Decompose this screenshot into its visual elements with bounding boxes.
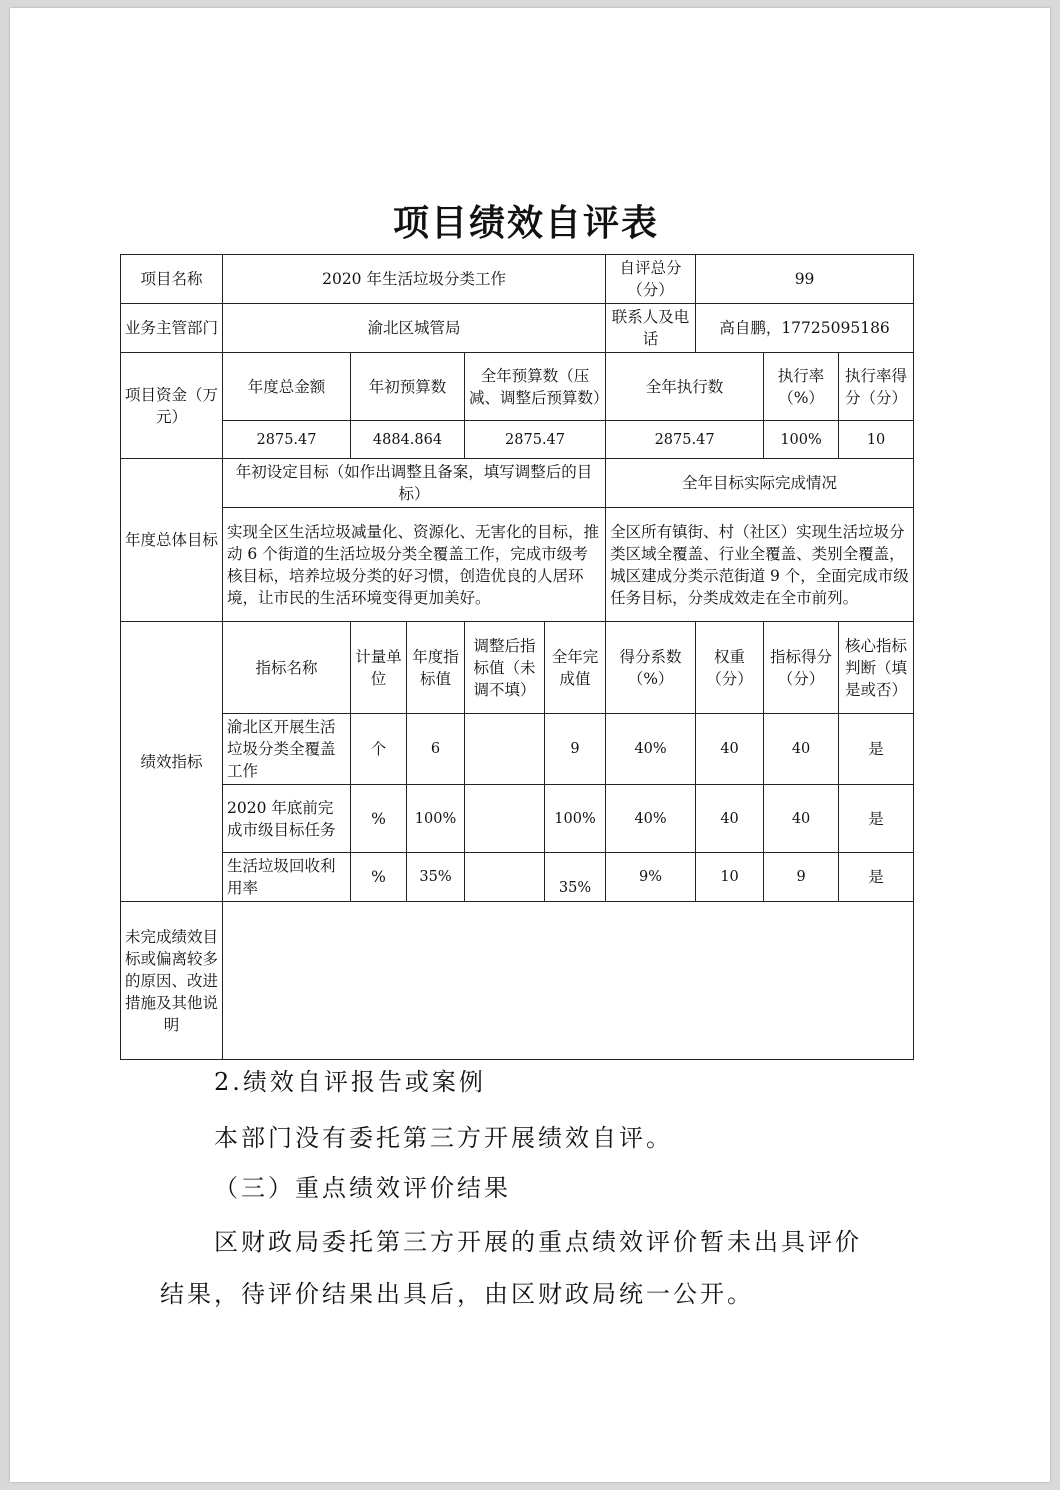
- paragraph-key-results-line1: 区财政局委托第三方开展的重点绩效评价暂未出具评价: [214, 1228, 862, 1256]
- perf-weight: 10: [696, 853, 764, 902]
- section-heading-key-results: （三）重点绩效评价结果: [214, 1174, 511, 1202]
- goal-initial-header: 年初设定目标（如作出调整且备案，填写调整后的目标）: [223, 459, 606, 508]
- funds-header-full-budget: 全年预算数（压减、调整后预算数）: [465, 353, 606, 421]
- perf-unit: 个: [351, 714, 407, 785]
- perf-header-unit: 计量单位: [351, 622, 407, 714]
- goal-actual-text: 全区所有镇街、村（社区）实现生活垃圾分类区域全覆盖、行业全覆盖、类别全覆盖，城区建成分类示范街道 9 个，全面完成市级任务目标，分类成效走在全市前列。: [606, 508, 914, 622]
- funds-full-budget: 2875.47: [465, 421, 606, 459]
- contact: 高自鹏，17725095186: [696, 304, 914, 353]
- performance-label: 绩效指标: [121, 622, 223, 902]
- funds-label: 项目资金（万元）: [121, 353, 223, 459]
- remarks-label: 未完成绩效目标或偏离较多的原因、改进措施及其他说明: [121, 902, 223, 1060]
- contact-label: 联系人及电话: [606, 304, 696, 353]
- perf-coef: 9%: [606, 853, 696, 902]
- annual-goal-label: 年度总体目标: [121, 459, 223, 622]
- funds-execution: 2875.47: [606, 421, 764, 459]
- funds-exec-rate-score: 10: [839, 421, 914, 459]
- perf-header-weight: 权重（分）: [696, 622, 764, 714]
- perf-coef: 40%: [606, 714, 696, 785]
- department: 渝北区城管局: [223, 304, 606, 353]
- funds-header-initial-budget: 年初预算数: [351, 353, 465, 421]
- perf-score: 9: [764, 853, 839, 902]
- total-score-label: 自评总分（分）: [606, 255, 696, 304]
- funds-annual-total: 2875.47: [223, 421, 351, 459]
- perf-header-coef: 得分系数（%）: [606, 622, 696, 714]
- perf-header-adjusted: 调整后指标值（未调不填）: [465, 622, 545, 714]
- project-name: 2020 年生活垃圾分类工作: [223, 255, 606, 304]
- perf-weight: 40: [696, 785, 764, 853]
- perf-completed: 100%: [545, 785, 606, 853]
- perf-adjusted: [465, 853, 545, 902]
- perf-annual: 6: [407, 714, 465, 785]
- funds-header-exec-rate: 执行率（%）: [764, 353, 839, 421]
- funds-initial-budget: 4884.864: [351, 421, 465, 459]
- perf-header-annual: 年度指标值: [407, 622, 465, 714]
- total-score: 99: [696, 255, 914, 304]
- table-row: [121, 785, 914, 853]
- perf-core: 是: [839, 853, 914, 902]
- perf-score: 40: [764, 785, 839, 853]
- funds-header-annual-total: 年度总金额: [223, 353, 351, 421]
- perf-annual: 100%: [407, 785, 465, 853]
- paragraph-key-results-line2: 结果，待评价结果出具后，由区财政局统一公开。: [160, 1280, 754, 1308]
- funds-header-execution: 全年执行数: [606, 353, 764, 421]
- table-row: [121, 714, 914, 785]
- section-heading-report: 2.绩效自评报告或案例: [214, 1068, 486, 1096]
- perf-core: 是: [839, 714, 914, 785]
- table-row: [121, 853, 914, 902]
- self-evaluation-table: [120, 254, 914, 1060]
- perf-header-core: 核心指标判断（填是或否）: [839, 622, 914, 714]
- perf-score: 40: [764, 714, 839, 785]
- perf-annual: 35%: [407, 853, 465, 902]
- perf-header-completed: 全年完成值: [545, 622, 606, 714]
- perf-adjusted: [465, 785, 545, 853]
- funds-header-exec-rate-score: 执行率得分（分）: [839, 353, 914, 421]
- perf-coef: 40%: [606, 785, 696, 853]
- perf-completed: 9: [545, 714, 606, 785]
- perf-adjusted: [465, 714, 545, 785]
- perf-name: 生活垃圾回收利用率: [223, 853, 351, 902]
- perf-weight: 40: [696, 714, 764, 785]
- page-title: 项目绩效自评表: [392, 202, 659, 244]
- perf-name: 渝北区开展生活垃圾分类全覆盖工作: [223, 714, 351, 785]
- perf-header-score: 指标得分（分）: [764, 622, 839, 714]
- perf-completed: 35%: [545, 853, 606, 902]
- remarks-content: [223, 902, 914, 1060]
- goal-initial-text: 实现全区生活垃圾减量化、资源化、无害化的目标，推动 6 个街道的生活垃圾分类全覆盖工作，完成市级考核目标，培养垃圾分类的好习惯，创造优良的人居环境，让市民的生活环境变得更加美好。: [223, 508, 606, 622]
- perf-core: 是: [839, 785, 914, 853]
- department-label: 业务主管部门: [121, 304, 223, 353]
- paragraph-no-third-party: 本部门没有委托第三方开展绩效自评。: [214, 1124, 673, 1152]
- perf-unit: %: [351, 785, 407, 853]
- goal-actual-header: 全年目标实际完成情况: [606, 459, 914, 508]
- perf-name: 2020 年底前完成市级目标任务: [223, 785, 351, 853]
- project-name-label: 项目名称: [121, 255, 223, 304]
- funds-exec-rate: 100%: [764, 421, 839, 459]
- perf-unit: %: [351, 853, 407, 902]
- perf-header-name: 指标名称: [223, 622, 351, 714]
